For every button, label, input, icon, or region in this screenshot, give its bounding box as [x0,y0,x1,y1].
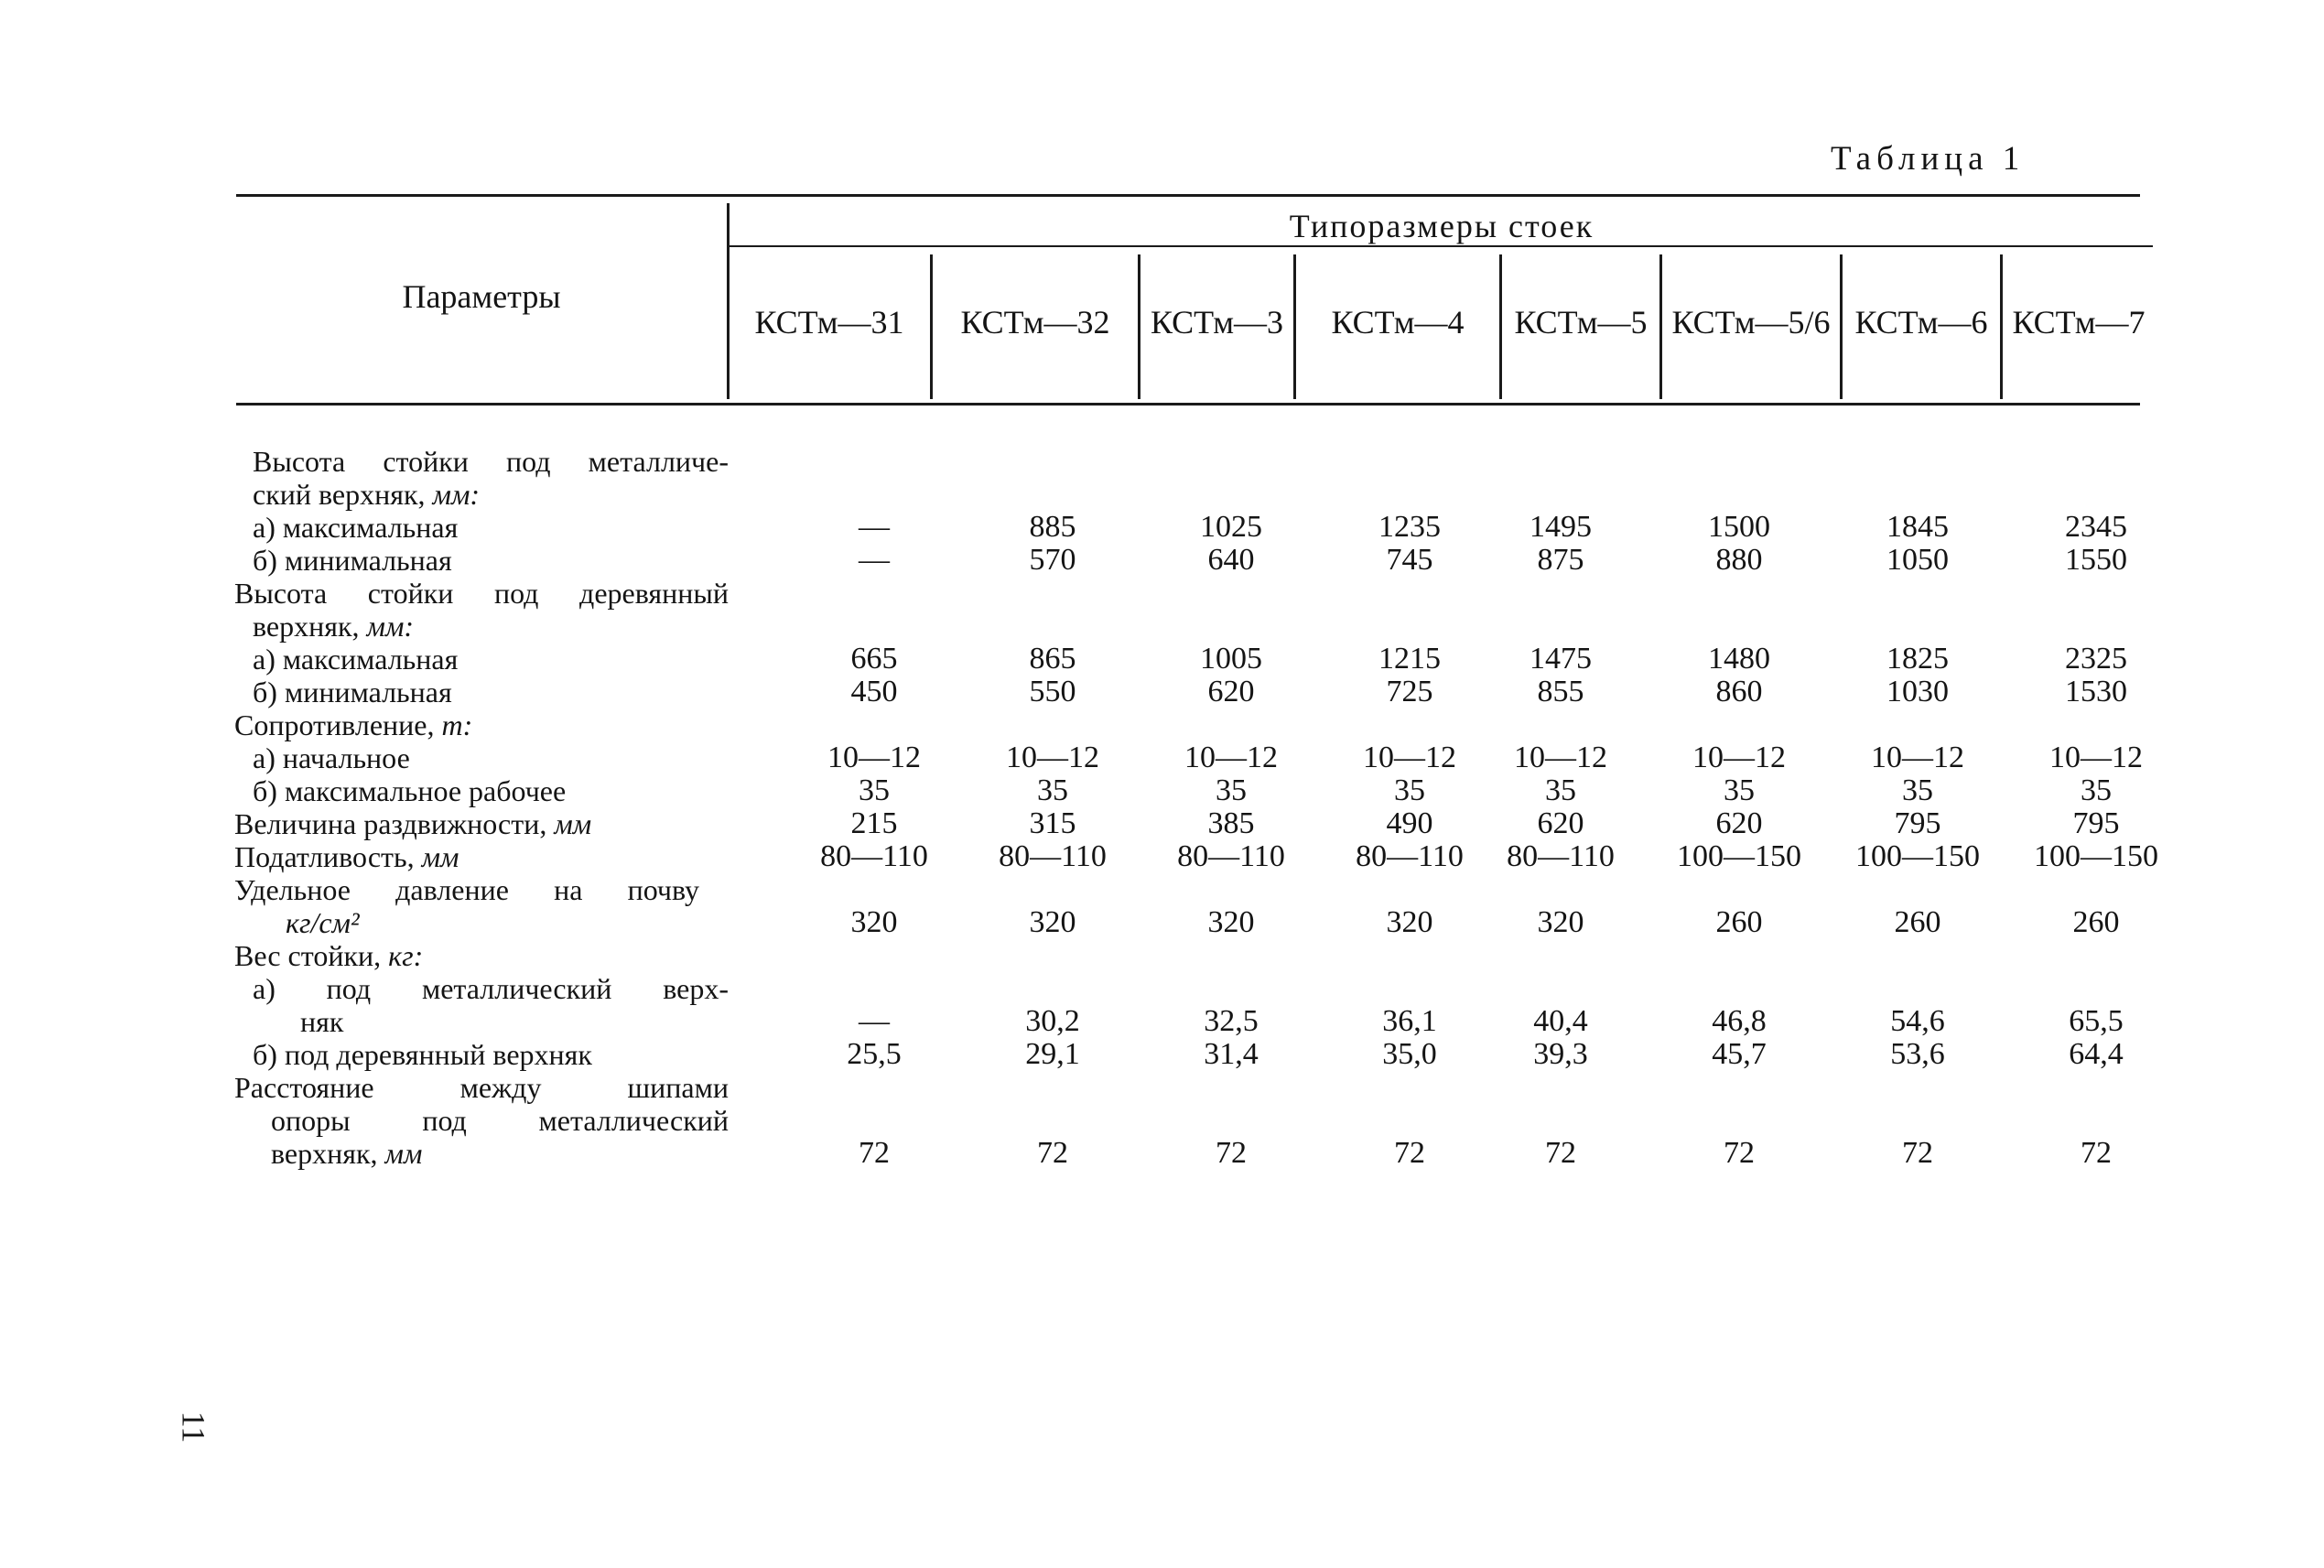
row-label: а) максимальная [253,643,459,676]
table-cell: 72 [2081,1136,2112,1170]
table-cell: 320 [1207,905,1255,939]
table-cell: 1495 [1530,510,1592,544]
table-cell: 745 [1386,543,1433,577]
table-cell: 80—110 [1507,839,1615,873]
table-cell: 80—110 [820,839,928,873]
table-cell: 1050 [1886,543,1949,577]
table-cell: 29,1 [1025,1037,1080,1071]
table-cell: 620 [1207,675,1255,708]
table-cell: 1550 [2065,543,2127,577]
row-label: а) максимальная [253,511,459,544]
table-cell: 620 [1715,806,1763,840]
table-cell: 35 [1394,773,1425,807]
table-cell: 64,4 [2069,1037,2124,1071]
row-label: Вес стойки, кг: [234,939,424,972]
table-cell: 10—12 [1184,741,1278,774]
table-cell: 1500 [1708,510,1770,544]
table-cell: 1845 [1886,510,1949,544]
table-cell: 100—150 [1855,839,1980,873]
table-cell: 620 [1537,806,1584,840]
table-cell: 39,3 [1533,1037,1588,1071]
table-cell: 54,6 [1890,1004,1945,1038]
row-label: кг/см² [286,906,360,939]
table-cell: 32,5 [1204,1004,1259,1038]
row-label: а) под металлический верх- [253,972,729,1005]
row-label: а) начальное [253,741,410,774]
column-header: КСТм—3 [1150,304,1283,341]
table-cell: 36,1 [1382,1004,1437,1038]
table-cell: 35 [1037,773,1068,807]
table-cell: 35,0 [1382,1037,1437,1071]
table-cell: 1530 [2065,675,2127,708]
table-cell: 65,5 [2069,1004,2124,1038]
table-cell: 72 [1037,1136,1068,1170]
column-header: КСТм—32 [960,304,1110,341]
table-cell: 880 [1715,543,1763,577]
table-cell: 885 [1029,510,1076,544]
table-cell: 1025 [1200,510,1262,544]
table-cell: 72 [1545,1136,1576,1170]
table-cell: 865 [1029,642,1076,676]
row-label: верхняк, мм [271,1137,423,1170]
row-label: ский верхняк, мм: [253,478,481,511]
row-label: Податливость, мм [234,840,459,873]
column-header: КСТм—4 [1331,304,1465,341]
table-cell: 320 [1029,905,1076,939]
table-cell: 490 [1386,806,1433,840]
table-cell: 10—12 [1871,741,1964,774]
table-cell: 795 [1894,806,1941,840]
table-cell: 260 [1894,905,1941,939]
row-label: б) минимальная [253,544,452,577]
table-cell: 665 [850,642,898,676]
table-cell: 10—12 [1514,741,1607,774]
top-rule [236,194,2140,197]
table-cell: 1475 [1530,642,1592,676]
table-cell: 35 [1545,773,1576,807]
table-cell: 1480 [1708,642,1770,676]
table-cell: 72 [859,1136,890,1170]
column-header: КСТм—6 [1854,304,1988,341]
column-header: КСТм—31 [754,304,904,341]
sizes-group-header: Типоразмеры стоек [1289,208,1594,244]
row-label: няк [300,1005,344,1038]
table-cell: 72 [1724,1136,1755,1170]
table-cell: 72 [1902,1136,1933,1170]
table-cell: 35 [1724,773,1755,807]
table-cell: 215 [850,806,898,840]
table-cell: 80—110 [1177,839,1285,873]
table-cell: 1825 [1886,642,1949,676]
table-cell: 260 [1715,905,1763,939]
table-cell: 2345 [2065,510,2127,544]
table-cell: 100—150 [1677,839,1801,873]
table-cell: 2325 [2065,642,2127,676]
row-label: Высота стойки под деревянный [234,577,729,610]
table-cell: 640 [1207,543,1255,577]
table-cell: — [859,510,890,544]
page-number: 11 [175,1411,212,1444]
row-label: верхняк, мм: [253,610,415,643]
header-bottom-rule [236,403,2140,406]
table-cell: 25,5 [847,1037,902,1071]
table-cell: 1235 [1378,510,1441,544]
table-cell: 40,4 [1533,1004,1588,1038]
table-cell: 46,8 [1712,1004,1767,1038]
row-label: Величина раздвижности, мм [234,807,592,840]
table-cell: 320 [1386,905,1433,939]
table-cell: — [859,1004,890,1038]
table-caption: Таблица 1 [1831,140,2026,178]
table-cell: 53,6 [1890,1037,1945,1071]
table-cell: 725 [1386,675,1433,708]
table-cell: 315 [1029,806,1076,840]
row-label: б) минимальная [253,676,452,708]
table-cell: 30,2 [1025,1004,1080,1038]
table-cell: 10—12 [827,741,921,774]
table-cell: 80—110 [1356,839,1464,873]
table-cell: 1215 [1378,642,1441,676]
table-cell: 35 [1216,773,1247,807]
table-cell: 100—150 [2034,839,2158,873]
table-cell: 1030 [1886,675,1949,708]
table-cell: 385 [1207,806,1255,840]
column-header: КСТм—5/6 [1671,304,1831,341]
table-cell: 35 [1902,773,1933,807]
row-label: Расстояние между шипами [234,1071,729,1104]
table-cell: 45,7 [1712,1037,1767,1071]
row-label: Удельное давление на почву [234,873,699,906]
row-label: опоры под металлический [271,1104,729,1137]
column-header: КСТм—7 [2012,304,2146,341]
table-cell: 550 [1029,675,1076,708]
table-cell: 450 [850,675,898,708]
column-header: КСТм—5 [1514,304,1648,341]
table-cell: 72 [1394,1136,1425,1170]
table-cell: 10—12 [1692,741,1786,774]
table-cell: 1005 [1200,642,1262,676]
table-cell: 320 [850,905,898,939]
table-cell: 570 [1029,543,1076,577]
table-cell: 860 [1715,675,1763,708]
table-cell: 72 [1216,1136,1247,1170]
row-label: б) под деревянный верхняк [253,1038,592,1071]
row-label: Высота стойки под металличе- [253,445,729,478]
row-label: Сопротивление, т: [234,708,473,741]
table-cell: 10—12 [1006,741,1099,774]
table-cell: 795 [2072,806,2120,840]
table-cell: 10—12 [1363,741,1456,774]
table-cell: — [859,543,890,577]
table-cell: 10—12 [2049,741,2143,774]
table-cell: 260 [2072,905,2120,939]
table-cell: 320 [1537,905,1584,939]
row-label: б) максимальное рабочее [253,774,567,807]
table-cell: 31,4 [1204,1037,1259,1071]
table-cell: 80—110 [999,839,1107,873]
table-cell: 35 [859,773,890,807]
table-cell: 35 [2081,773,2112,807]
table-cell: 875 [1537,543,1584,577]
params-header: Параметры [402,278,561,315]
table-cell: 855 [1537,675,1584,708]
